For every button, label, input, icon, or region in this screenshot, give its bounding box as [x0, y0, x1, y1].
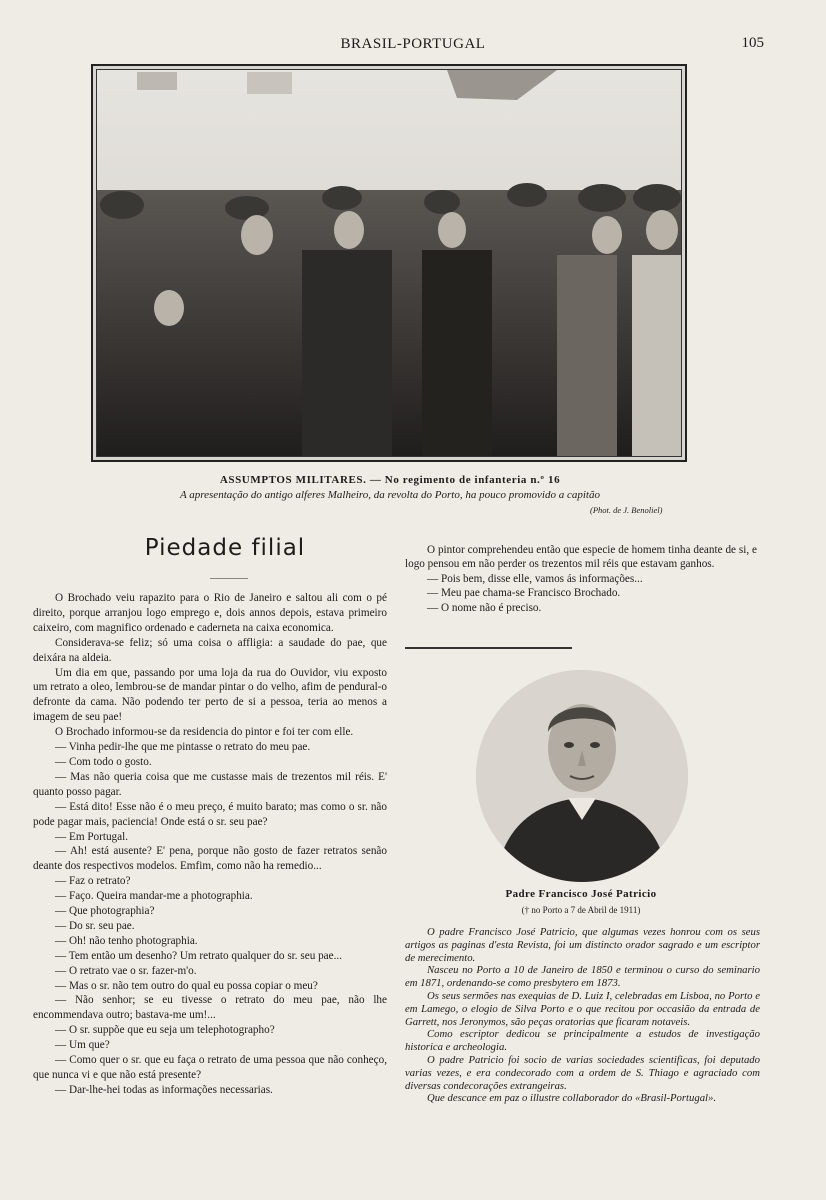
dialogue-line: — Um que? [55, 1039, 110, 1052]
dialogue-line: — Dar-lhe-hei todas as informações necessarias. [55, 1083, 273, 1096]
dialogue-line: — Que photographia? [55, 905, 155, 918]
portrait-photo [476, 670, 688, 882]
dialogue-line: — Meu pae chama-se Francisco Brochado. [427, 587, 621, 600]
dialogue-line: — Faço. Queira mandar-me a photographia. [55, 890, 253, 903]
paragraph: Que descance em paz o illustre collaborador do «Brasil-Portugal». [427, 1092, 717, 1105]
paragraph: O Brochado veiu rapazito para o Rio de Janeiro e saltou ali com o pé direito, porque arranjou logo emprego e, dois annos depois, estava primeiro caixeiro, com magnifico ordenado e caderneta na caixa economica. [33, 592, 387, 634]
paragraph: O pintor comprehendeu então que especie de homem tinha deante de si, e logo pensou em não perder os trezentos mil réis que estavam ganhos. [405, 544, 757, 571]
photo-caption-title: ASSUMPTOS MILITARES. — No regimento de infanteria n.º 16 [219, 474, 561, 486]
dialogue-line: — O nome não é preciso. [427, 601, 542, 614]
biography-text [405, 926, 760, 1105]
article-left-column [33, 591, 387, 1098]
paragraph: Como escriptor dedicou se principalmente a estudos de investigação historica e archeologia. [405, 1028, 760, 1054]
paragraph: O padre Patricio foi socio de varias sociedades scientificas, foi deputado varias vezes, e era condecorado com a ordem de S. Thiago e agraciado com diversas condecorações extrangeiras. [405, 1053, 760, 1092]
dialogue-line: — O retrato vae o sr. fazer-m'o. [55, 964, 197, 977]
article-right-column [405, 543, 757, 615]
section-divider [405, 647, 572, 649]
portrait-caption: Padre Francisco José Patricio [505, 888, 657, 900]
dialogue-line: — Não senhor; se eu tivesse o retrato do meu pae, não lhe encommendava outro; bastava-me um!... [33, 994, 387, 1022]
dialogue-line: — Faz o retrato? [55, 875, 131, 888]
portrait-image [476, 670, 688, 882]
dialogue-line: — O sr. suppõe que eu seja um telephotographo? [55, 1024, 275, 1037]
paragraph: O padre Francisco José Patricio, que algumas vezes honrou com os seus artigos as paginas d'esta Revista, foi um distincto orador sagrado e um escriptor de merecimento. [405, 926, 760, 964]
dialogue-line: — Ah! está ausente? E' pena, porque não gosto de fazer retratos senão deante dos respectivos modelos. Emfim, como não ha remedio... [33, 845, 387, 873]
dialogue-line: — Em Portugal. [55, 830, 129, 843]
paragraph: O Brochado informou-se da residencia do pintor e foi ter com elle. [55, 726, 354, 739]
dialogue-line: — Mas o sr. não tem outro do qual eu possa copiar o meu? [55, 979, 318, 992]
dialogue-line: — Vinha pedir-lhe que me pintasse o retrato do meu pae. [55, 741, 311, 754]
paragraph: Os seus sermões nas exequias de D. Luiz I, celebradas em Lisboa, no Porto e em Lamego, o elogio de Silva Porto e o que recitou por occasião da entrada de Garrett, nos Jeronymos, são peças oratorias que ficaram notaveis. [405, 989, 760, 1028]
dialogue-line: — Pois bem, disse elle, vamos ás informações... [427, 572, 643, 585]
photo-caption-subtitle: A apresentação do antigo alferes Malheiro, da revolta do Porto, ha pouco promovido a capitão [180, 489, 600, 501]
portrait-dates: († no Porto a 7 de Abril de 1911) [521, 905, 641, 915]
dialogue-line: — Do sr. seu pae. [55, 919, 135, 932]
page-number: 105 [741, 35, 764, 51]
paragraph: Nasceu no Porto a 10 de Janeiro de 1850 e terminou o curso do seminario em 1871, ordenando-se como presbytero em 1873. [405, 964, 760, 990]
paragraph: Um dia em que, passando por uma loja da rua do Ouvidor, viu exposto um retrato a oleo, lembrou-se de mandar pintar o do velho, afim de pendural-o defronte da cama. Não podendo ter perto de si a pessoa, teria ao menos a imagem de seu pae! [33, 666, 387, 724]
military-photo-image [97, 70, 682, 457]
dialogue-line: — Está dito! Esse não é o meu preço, é muito barato; mas como o sr. não pode pagar mais, paciencia! Onde está o sr. seu pae? [33, 800, 387, 828]
military-photo [91, 64, 687, 462]
title-divider [210, 578, 248, 579]
photo-credit: (Phot. de J. Benoliel) [590, 505, 663, 515]
dialogue-line: — Tem então um desenho? Um retrato qualquer do sr. seu pae... [55, 949, 343, 962]
dialogue-line: — Oh! não tenho photographia. [55, 934, 198, 947]
dialogue-line: — Como quer o sr. que eu faça o retrato de uma pessoa que não conheço, que nunca vi e que não está presente? [33, 1054, 387, 1081]
running-title: BRASIL-PORTUGAL [340, 36, 486, 52]
article-title: Piedade filial [144, 535, 306, 561]
dialogue-line: — Com todo o gosto. [55, 755, 152, 768]
dialogue-line: — Mas não queria coisa que me custasse mais de trezentos mil réis. E' quanto posso pagar. [33, 770, 387, 798]
paragraph: Considerava-se feliz; só uma coisa o affligia: a saudade do pae, que deixára na aldeia. [33, 636, 387, 664]
